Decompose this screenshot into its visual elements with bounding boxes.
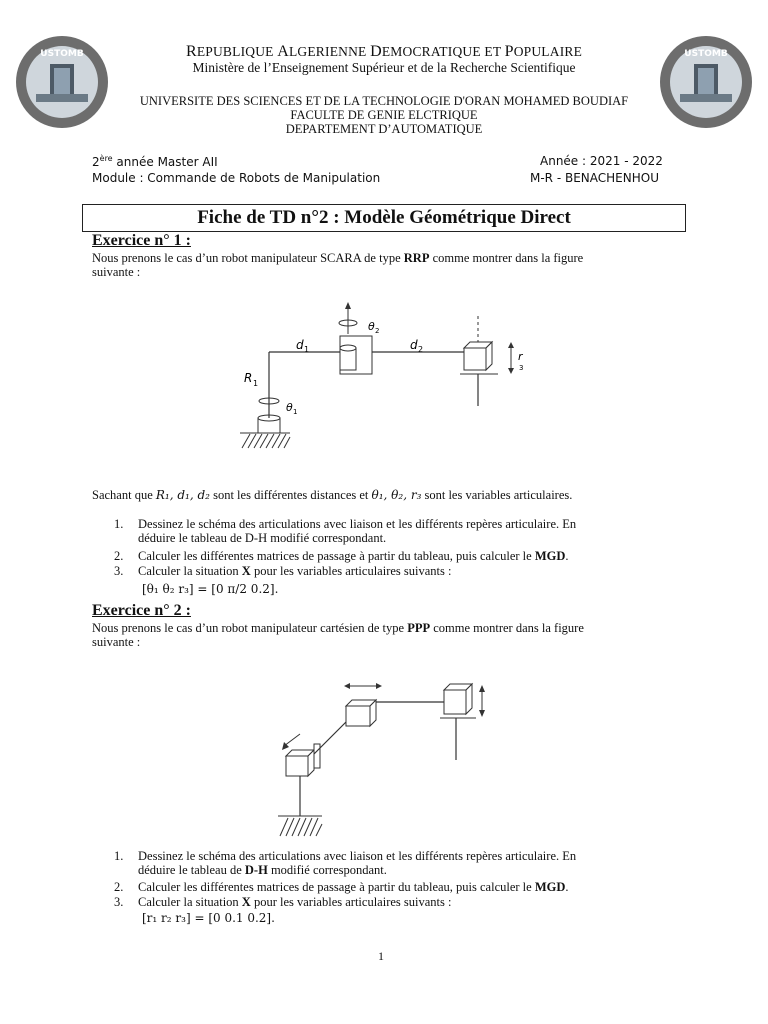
exercise-1-equation: [θ₁ θ₂ r₃] = [0 π/2 0.2]. bbox=[142, 582, 279, 596]
exercise-1-item-1: Dessinez le schéma des articulations avec liaison et les différents repères articulaire. En déduire le tableau de D-H modifié correspondant. bbox=[138, 517, 577, 545]
svg-text:R: R bbox=[244, 371, 253, 385]
svg-text:2: 2 bbox=[418, 345, 424, 354]
exercise-1-variables-sentence: Sachant que R₁, d₁, d₂ sont les différentes distances et θ₁, θ₂, r₃ sont les variables articulaires. bbox=[92, 488, 573, 502]
svg-text:2: 2 bbox=[375, 327, 380, 335]
list-number: 3. bbox=[114, 895, 124, 909]
logo-text: USTOMB bbox=[684, 49, 728, 59]
page-title: Fiche de TD n°2 : Modèle Géométrique Direct bbox=[197, 207, 571, 228]
level-line: 2ère année Master AII bbox=[92, 154, 218, 169]
faculty-line: FACULTE DE GENIE ELCTRIQUE bbox=[290, 108, 478, 122]
exercise-2-equation: [r₁ r₂ r₃] = [0 0.1 0.2]. bbox=[142, 911, 275, 925]
svg-text:θ: θ bbox=[286, 401, 293, 414]
exercise-2-item-1: Dessinez le schéma des articulations avec liaison et les différents repères articulaire. En déduire le tableau de D-H modifié correspondant. bbox=[138, 849, 577, 877]
svg-text:d: d bbox=[410, 338, 418, 352]
svg-text:3: 3 bbox=[519, 364, 524, 372]
list-number: 1. bbox=[114, 517, 124, 531]
page-number: 1 bbox=[378, 949, 384, 963]
svg-text:1: 1 bbox=[253, 379, 259, 388]
department-line: DEPARTEMENT D’AUTOMATIQUE bbox=[285, 122, 483, 136]
year-line: Année : 2021 - 2022 bbox=[540, 154, 663, 168]
exercise-1-title: Exercice n° 1 : bbox=[92, 232, 191, 249]
exercise-1-intro: Nous prenons le cas d’un robot manipulateur SCARA de type RRP comme montrer dans la figure suivante : bbox=[92, 251, 584, 279]
title-box bbox=[82, 204, 686, 232]
university-line: UNIVERSITE DES SCIENCES ET DE LA TECHNOLOGIE D'ORAN MOHAMED BOUDIAF bbox=[139, 94, 629, 108]
exercise-1-item-2: Calculer les différentes matrices de passage à partir du tableau, puis calculer le MGD. bbox=[138, 549, 569, 563]
logo-text: USTOMB bbox=[40, 49, 84, 59]
teacher-line: M-R - BENACHENHOU bbox=[530, 171, 659, 185]
republic-line: REPUBLIQUE ALGERIENNE DEMOCRATIQUE ET POPULAIRE bbox=[185, 43, 583, 60]
list-number: 3. bbox=[114, 564, 124, 578]
list-number: 2. bbox=[114, 549, 124, 563]
svg-text:r: r bbox=[518, 350, 523, 363]
exercise-2-item-3: Calculer la situation X pour les variables articulaires suivants : bbox=[138, 895, 452, 909]
institution-block bbox=[0, 94, 768, 136]
svg-text:1: 1 bbox=[293, 408, 298, 416]
ministry-line: Ministère de l’Enseignement Supérieur et de la Recherche Scientifique bbox=[192, 60, 576, 75]
exercise-2-intro: Nous prenons le cas d’un robot manipulateur cartésien de type PPP comme montrer dans la figure suivante : bbox=[92, 621, 584, 649]
exercise-2-title: Exercice n° 2 : bbox=[92, 602, 191, 619]
list-number: 1. bbox=[114, 849, 124, 863]
svg-text:d: d bbox=[296, 338, 304, 352]
svg-text:1: 1 bbox=[304, 345, 310, 354]
exercise-1-item-3: Calculer la situation X pour les variables articulaires suivants : bbox=[138, 564, 452, 578]
cartesian-robot-figure bbox=[270, 670, 510, 842]
exercise-2-item-2: Calculer les différentes matrices de passage à partir du tableau, puis calculer le MGD. bbox=[138, 880, 569, 894]
list-number: 2. bbox=[114, 880, 124, 894]
module-line: Module : Commande de Robots de Manipulation bbox=[92, 171, 381, 185]
svg-text:θ: θ bbox=[368, 320, 375, 333]
scara-robot-figure bbox=[228, 298, 548, 458]
